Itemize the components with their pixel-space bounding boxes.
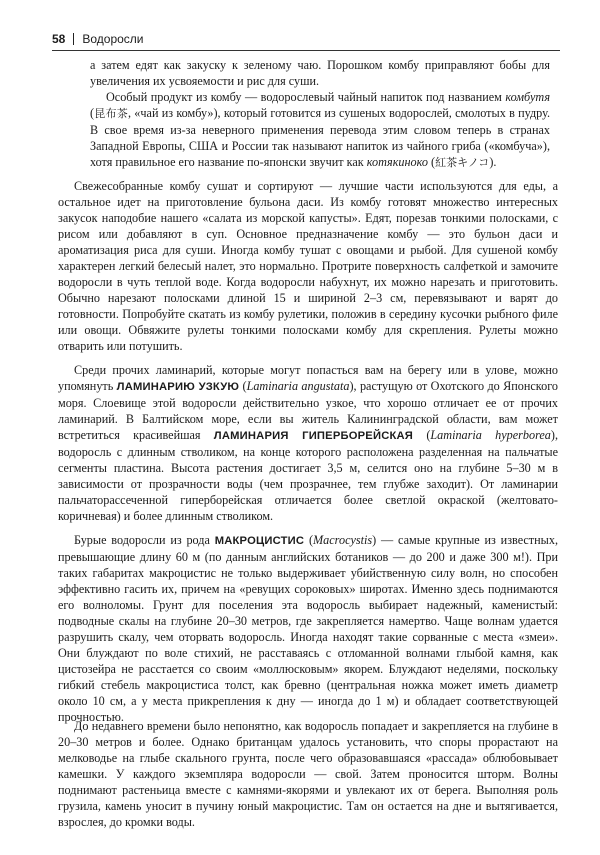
species-name-narrow: ЛАМИНАРИЮ УЗКУЮ bbox=[116, 381, 240, 393]
insert-paragraph-2: Особый продукт из комбу — водорослевый чайный напиток под названием комбутя (昆布茶, «чай из комбу»), который готовится из сушеных водорослей, смолотых в пудру. В свое время из-за неверного применения перевода этим словом теперь в странах Западной Европы, США и России так называют напиток из чайного гриба («комбуча»), хотя правильное его название по-японски звучит как котякиноко (紅茶キノコ). bbox=[90, 90, 550, 169]
term-kotyakinoko: котякиноко bbox=[366, 155, 428, 169]
page-number: 58 bbox=[52, 32, 66, 46]
latin-name-hyperborea: Laminaria hyperborea bbox=[430, 428, 551, 442]
insert-block bbox=[90, 57, 550, 171]
genus-name-macrocystis: МАКРОЦИСТИС bbox=[214, 535, 305, 547]
species-name-hyperborea: ЛАМИНАРИЯ ГИПЕРБОРЕЙСКАЯ bbox=[213, 430, 414, 442]
paragraph-spores: До недавнего времени было непонятно, как водоросль попадает и закрепляется на глубине в 20–30 метров и более. Однако британцам удалось установить, что споры прорастают на мелководье на глыбе скального грунта, после чего образовавшаяся «рассада» облюбовывает камешки. У каждого экземпляра водоросли — свой. Затем проносится шторм. Волны поднимают растеньица вместе с камнями-якорями и увлекают их от берега. Выполняя роль грузила, камень уносит в пучину юный макроцистис. Там он остается на дне и вытягивается, взрослея, до кромки воды. bbox=[58, 719, 558, 829]
section-title: Водоросли bbox=[82, 32, 144, 46]
paragraph-macrocystis: Бурые водоросли из рода МАКРОЦИСТИС (Macrocystis) — самые крупные из известных, превышающие длину 60 м (по данным английских ботаников — до 200 и даже 300 м!). При таких габаритах макроцистис не только выдерживает убийственную силу волн, но способен эффективно гасить их, причем на «ревущих сороковых» широтах. Именно здесь поднимаются его волноломы. Грунт для поселения эта водоросль выбирает надежный, каменистый: подводные скалы на глубине 20–30 метров, где закрепляется намертво. Чаще волнам удается разрушить скалу, чем оторвать водоросль. Иногда находят такие сорванные с места «змеи». Они блуждают по воле стихий, не расставаясь с отломанной волнами глыбой камня, как цистозейра не расстается со своим «моллюсковым» якорем. Блуждают неделями, поскольку гибкий стебель макроцистиса толст, как бревно (центральная ножка может иметь диаметр около 10 см, а у места прикрепления к дну — иногда до 1 м) и обладает соответствующей прочностью. bbox=[58, 533, 558, 724]
paragraph-laminaria: Среди прочих ламинарий, которые могут попасться вам на берегу или в улове, можно упомянуть ЛАМИНАРИЮ УЗКУЮ (Laminaria angustata), растущую от Охотского до Японского моря. Слоевище этой водоросли действительно узкое, что хорошо отличает ее от прочих ламинарий. В Балтийском море, если вы житель Калининградской области, вам может встретиться красивейшая ЛАМИНАРИЯ ГИПЕРБОРЕЙСКАЯ (Laminaria hyperborea), водоросль с длинным стволиком, на конце которого расположена разделенная на пальчатые сегменты пластина. Высота растения достигает 3,5 м, селится оно на глубине 5–30 м в зависимости от прозрачности воды (чем прозрачнее, тем глубже заходит). От ламинарии пальчаторассеченной гиперборейская отличается более светлой окраской (желтовато-коричневая) и более длинным стволиком. bbox=[58, 363, 558, 523]
term-kombutya: комбутя bbox=[505, 90, 550, 104]
running-header bbox=[52, 31, 144, 47]
header-separator bbox=[73, 33, 74, 45]
paragraph-kombu-preparation: Свежесобранные комбу сушат и сортируют — лучшие части используются для еды, а остальное идет на приготовление бульона даси. Из комбу готовят множество интересных закусок наподобие нашего «салата из морской капусты». Едят, порезав тонкими полосками, с рисом или добавляют в суп. Основное предназначение комбу — это бульон даси и ароматизация риса для суши. Иногда комбу тушат с овощами и рыбой. Для сушеной комбу характерен легкий белесый налет, это нормально. Протрите поверхность салфеткой и замочите водоросли в чуть теплой воде. Когда водоросли набухнут, их можно нарезать и приготовить. Обычно нарезают полосками длиной 15 и шириной 2–3 см, перевязывают и варят до готовности. Попробуйте скатать из комбу рулетики, положив в середину кусочки рыбного филе или овощи. Обвяжите рулеты тонкими полосками комбу для скрепления. Рулеты можно отварить или потушить. bbox=[58, 179, 558, 353]
insert-paragraph-1: а затем едят как закуску к зеленому чаю. Порошком комбу приправляют бобы для увеличения их усвояемости и рис для суши. bbox=[90, 58, 550, 88]
kanji-kotyakinoko: 紅茶キノコ bbox=[435, 156, 490, 169]
latin-name-macrocystis: Macrocystis bbox=[313, 533, 373, 547]
kanji-kombutya: 昆布茶 bbox=[94, 107, 128, 120]
latin-name-narrow: Laminaria angustata bbox=[246, 379, 350, 393]
header-rule bbox=[52, 50, 560, 51]
